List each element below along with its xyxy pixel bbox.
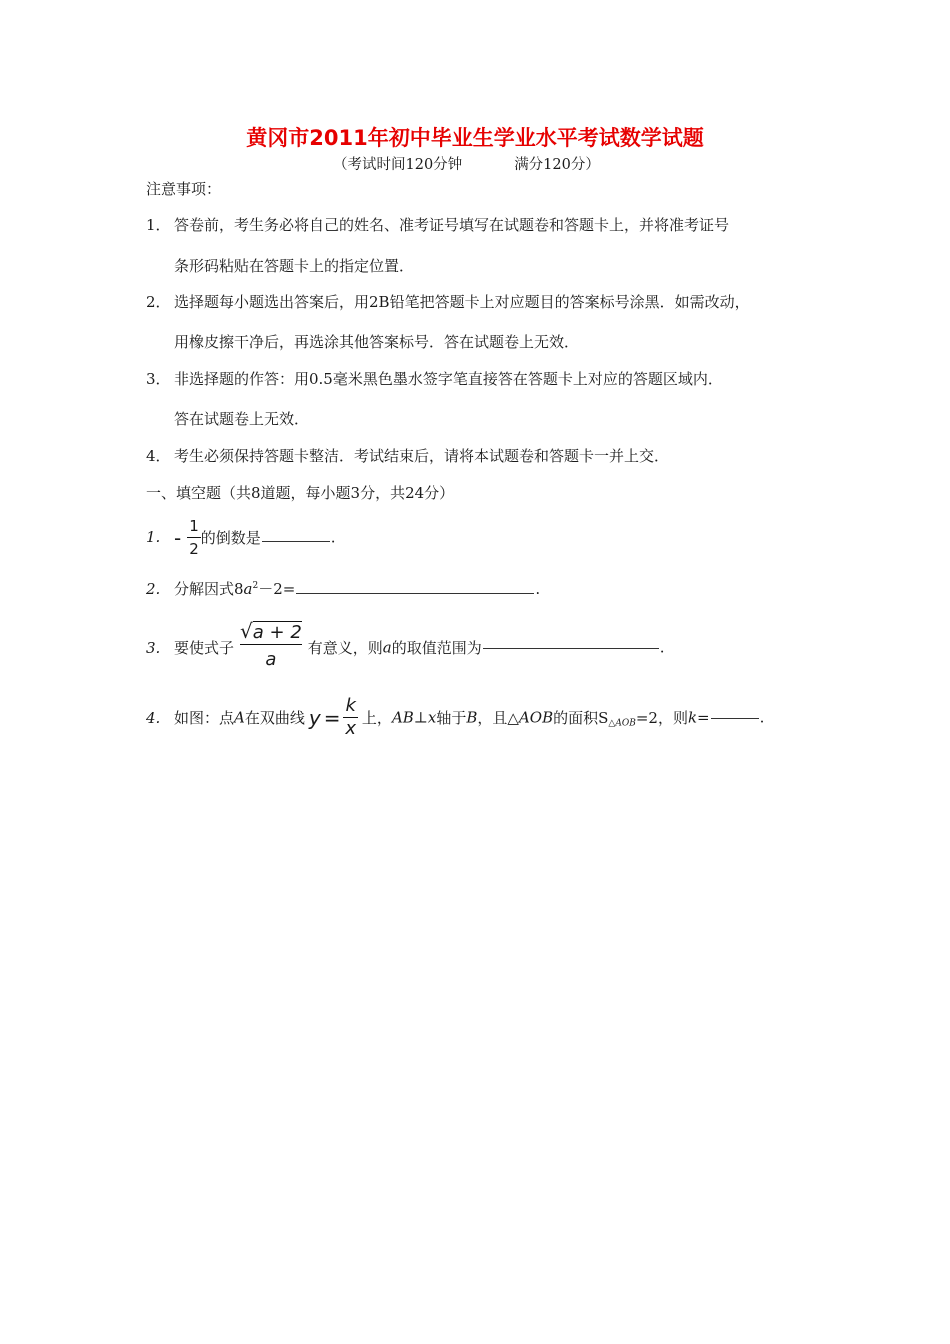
question-text: 分解因式8 <box>174 580 244 598</box>
question-3: 3. 要使式子 $\frac{√a + 2}{a}$ 有意义，则a的取值范围为 . <box>146 620 665 675</box>
question-text: 要使式子 <box>174 639 235 657</box>
exam-time: （考试时间120分钟 <box>333 157 463 173</box>
note-text: 非选择题的作答：用0.5毫米黑色墨水签字笔直接答在答题卡上对应的答题区域内． <box>174 370 723 388</box>
minus-sign: - <box>174 525 182 550</box>
note-item-1: 1． 答卷前，考生务必将自己的姓名、准考证号填写在试题卷和答题卡上，并将准考证号 <box>146 216 730 234</box>
answer-blank[interactable] <box>262 540 330 542</box>
note-item-3: 3． 非选择题的作答：用0.5毫米黑色墨水签字笔直接答在答题卡上对应的答题区域内． <box>146 370 723 388</box>
note-item-2: 2． 选择题每小题选出答案后，用2B铅笔把答题卡上对应题目的答案标号涂黑．如需改动， <box>146 293 750 311</box>
note-text: 选择题每小题选出答案后，用2B铅笔把答题卡上对应题目的答案标号涂黑．如需改动， <box>174 293 750 311</box>
note-item-2-cont: 用橡皮擦干净后，再选涂其他答案标号．答在试题卷上无效． <box>174 333 580 351</box>
question-4: 4. 如图：点A在双曲线 y = $\frac{k}{x}$ 上，AB⊥x轴于B，且△AOB的面积$S_{\triangle AOB}=2$，则k= . <box>146 695 765 739</box>
exam-score: 满分120分） <box>514 157 600 173</box>
note-item-3-cont: 答在试题卷上无效． <box>174 410 310 428</box>
notes-heading: 注意事项： <box>146 180 222 198</box>
note-item-4: 4． 考生必须保持答题卡整洁．考试结束后，请将本试题卷和答题卡一并上交． <box>146 447 670 465</box>
answer-blank[interactable] <box>296 592 534 594</box>
sqrt-icon: √ <box>240 619 253 643</box>
note-text: 答卷前，考生务必将自己的姓名、准考证号填写在试题卷和答题卡上，并将准考证号 <box>174 216 730 234</box>
section-heading: 一、填空题（共8道题，每小题3分，共24分） <box>146 484 455 502</box>
answer-blank[interactable] <box>711 717 759 719</box>
fraction-k-over-x: $\frac{k}{x}$ <box>345 695 357 739</box>
sqrt-fraction: $\frac{√a + 2}{a}$ <box>240 619 302 670</box>
note-item-1-cont: 条形码粘贴在答题卡上的指定位置． <box>174 257 415 275</box>
question-2: 2. 分解因式$8a^2-2=$ . <box>146 580 541 598</box>
answer-blank[interactable] <box>483 647 659 649</box>
exam-info <box>333 153 600 174</box>
fraction-one-half: $\frac{1}{2}$ <box>189 517 199 558</box>
note-text: 考生必须保持答题卡整洁．考试结束后，请将本试题卷和答题卡一并上交． <box>174 447 670 465</box>
question-1: 1. - $\frac{1}{2}$ 的倒数是 . <box>146 517 336 558</box>
question-text: 的倒数是 <box>200 529 261 547</box>
page-title: 黄冈市2011年初中毕业生学业水平考试数学试题 <box>246 126 704 150</box>
